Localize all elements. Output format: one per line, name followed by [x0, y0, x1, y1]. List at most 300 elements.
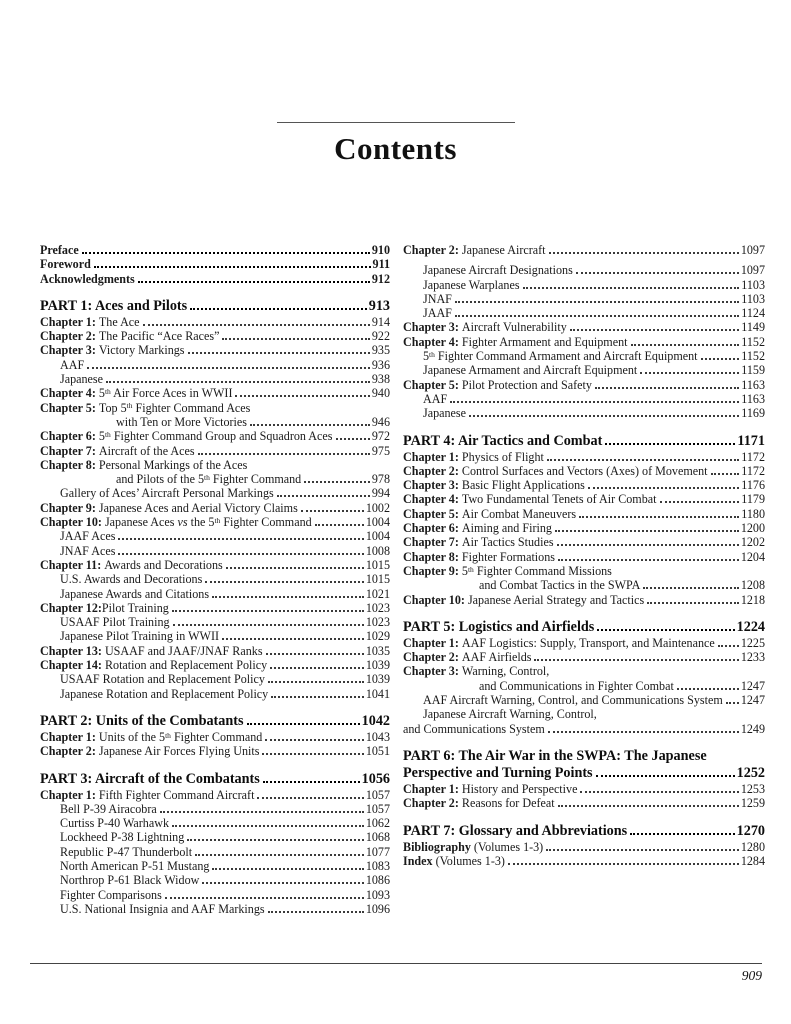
toc-part-heading — [403, 433, 765, 450]
entry-prefix: Chapter 4: — [403, 334, 462, 349]
entry-label — [40, 788, 254, 802]
entry-label — [403, 782, 577, 796]
entry-label — [403, 840, 543, 854]
toc-entry — [403, 478, 765, 492]
entry-title: Japanese Aces and Aerial Victory Claims — [98, 500, 298, 515]
toc-entry — [403, 406, 765, 420]
entry-label — [403, 292, 452, 306]
toc-entry — [40, 343, 390, 357]
entry-prefix: PART 5: Logistics and Airfields — [403, 618, 595, 635]
leader-dots — [198, 453, 370, 455]
toc-part-heading — [40, 298, 390, 315]
page-footer — [30, 963, 762, 984]
leader-dots — [268, 911, 364, 913]
leader-dots — [534, 659, 738, 661]
entry-title: Personal Markings of the Aces — [98, 457, 248, 472]
entry-label — [403, 521, 552, 535]
entry-page-number: 1152 — [741, 334, 765, 349]
toc-entry — [40, 859, 390, 873]
entry-prefix: PART 2: Units of the Combatants — [40, 712, 244, 729]
leader-dots — [558, 805, 739, 807]
toc-entry — [403, 707, 765, 721]
toc-entry — [403, 363, 765, 377]
entry-label — [40, 415, 247, 429]
entry-label — [403, 765, 593, 782]
page-title: Contents — [334, 131, 457, 166]
entry-page-number: 1004 — [365, 529, 390, 544]
toc-entry — [40, 687, 390, 701]
entry-prefix: Perspective and Turning Points — [403, 764, 593, 781]
entry-page-number: 946 — [371, 414, 390, 429]
entry-title: AAF — [60, 357, 85, 372]
entry-page-number: 972 — [371, 429, 390, 444]
entry-label — [40, 372, 103, 386]
entry-page-number: 911 — [372, 257, 390, 272]
entry-label — [40, 544, 115, 558]
entry-prefix: Acknowledgments — [40, 271, 135, 286]
entry-label — [403, 478, 585, 492]
leader-dots — [277, 495, 370, 497]
entry-page-number: 1023 — [365, 600, 390, 615]
entry-prefix: Chapter 4: — [403, 492, 462, 507]
entry-label — [40, 672, 265, 686]
entry-label — [40, 515, 312, 529]
toc-entry — [40, 558, 390, 572]
entry-title: JAAF — [423, 306, 452, 321]
entry-label — [40, 257, 91, 271]
entry-title: with Ten or More Victories — [116, 414, 247, 429]
toc-entry — [403, 278, 765, 292]
entry-prefix: Chapter 1: — [403, 781, 462, 796]
entry-label — [40, 902, 265, 916]
toc-part-heading — [403, 619, 765, 636]
entry-label — [40, 830, 184, 844]
toc-part-heading — [403, 748, 765, 765]
entry-prefix: Chapter 3: — [403, 478, 462, 493]
entry-label — [40, 329, 219, 343]
entry-label — [40, 429, 333, 443]
entry-page-number: 1218 — [740, 592, 765, 607]
entry-label — [40, 629, 219, 643]
leader-dots — [315, 524, 364, 526]
leader-dots — [580, 791, 738, 793]
toc-entry — [40, 329, 390, 343]
entry-label — [40, 713, 244, 730]
entry-title: and Pilots of the 5th Fighter Command — [116, 472, 302, 487]
entry-page-number: 1159 — [741, 363, 765, 378]
entry-page-number: 1270 — [736, 822, 765, 839]
leader-dots — [469, 415, 739, 417]
entry-title: Gallery of Aces’ Aircraft Personal Markings — [60, 486, 274, 501]
entry-title: Pilot Training — [101, 600, 169, 615]
entry-title: North American P-51 Mustang — [60, 858, 210, 873]
leader-dots — [187, 839, 364, 841]
entry-label — [403, 593, 644, 607]
entry-page-number: 914 — [371, 314, 390, 329]
entry-label — [40, 816, 169, 830]
leader-dots — [118, 553, 363, 555]
entry-prefix: Chapter 12: — [40, 600, 102, 615]
entry-label — [40, 888, 162, 902]
entry-title: Japanese Aircraft Warning, Control, — [423, 707, 597, 722]
leader-dots — [257, 797, 363, 799]
entry-page-number: 1225 — [740, 635, 765, 650]
entry-title: Japanese Warplanes — [423, 277, 520, 292]
entry-page-number: 1149 — [741, 320, 765, 335]
entry-prefix: PART 7: Glossary and Abbreviations — [403, 822, 628, 839]
entry-page-number: 1057 — [365, 801, 390, 816]
entry-title: Units of the 5th Fighter Command — [98, 729, 263, 744]
entry-title: Aircraft Vulnerability — [461, 320, 567, 335]
entry-prefix: Chapter 1: — [403, 449, 462, 464]
entry-page-number: 1200 — [740, 521, 765, 536]
entry-page-number: 1015 — [365, 572, 390, 587]
toc-entry — [40, 601, 390, 615]
leader-dots — [555, 530, 739, 532]
toc-entry — [40, 888, 390, 902]
entry-label — [40, 458, 247, 472]
leader-dots — [726, 702, 739, 704]
entry-label — [40, 587, 209, 601]
toc-entry — [40, 401, 390, 415]
entry-label — [40, 615, 170, 629]
leader-dots — [202, 882, 363, 884]
leader-dots — [82, 252, 370, 254]
entry-label — [403, 535, 554, 549]
entry-page-number: 1039 — [365, 672, 390, 687]
toc-entry — [403, 854, 765, 868]
leader-dots — [304, 481, 370, 483]
leader-dots — [172, 610, 364, 612]
toc-entry — [403, 243, 765, 257]
toc-entry — [40, 257, 390, 271]
entry-page-number: 1247 — [740, 678, 765, 693]
entry-page-number: 1097 — [740, 243, 765, 257]
entry-prefix: Chapter 6: — [403, 521, 462, 536]
toc-entry — [40, 587, 390, 601]
leader-dots — [588, 487, 739, 489]
entry-label — [403, 796, 555, 810]
entry-label — [40, 845, 192, 859]
entry-prefix: Chapter 9: — [403, 563, 462, 578]
leader-dots — [455, 315, 739, 317]
toc-column-left — [40, 243, 390, 916]
entry-page-number: 975 — [371, 443, 390, 458]
leader-dots — [94, 266, 371, 268]
entry-title: The Ace — [98, 314, 140, 329]
toc-entry — [403, 722, 765, 736]
entry-label — [403, 707, 597, 721]
entry-prefix: Chapter 6: — [40, 429, 99, 444]
entry-label — [403, 464, 708, 478]
leader-dots — [271, 696, 364, 698]
leader-dots — [138, 281, 370, 283]
toc-entry — [403, 306, 765, 320]
leader-dots — [263, 781, 360, 783]
entry-label — [403, 363, 637, 377]
entry-page-number: 1179 — [741, 492, 765, 507]
entry-prefix: Chapter 3: — [40, 343, 99, 358]
leader-dots — [508, 863, 739, 865]
toc-entry — [40, 529, 390, 543]
leader-dots — [205, 581, 364, 583]
entry-label — [403, 349, 698, 363]
entry-page-number: 1083 — [365, 858, 390, 873]
toc-entry — [403, 796, 765, 810]
entry-label — [40, 298, 187, 315]
toc-entry — [40, 816, 390, 830]
leader-dots — [549, 252, 739, 254]
toc-entry — [403, 535, 765, 549]
entry-prefix: Chapter 5: — [403, 506, 462, 521]
toc-entry — [403, 593, 765, 607]
entry-label — [403, 378, 592, 392]
entry-title: AAF Logistics: Supply, Transport, and Maintenance — [461, 635, 715, 650]
entry-prefix: Chapter 14: — [40, 658, 105, 673]
entry-title: and Combat Tactics in the SWPA — [479, 578, 641, 593]
toc-entry — [40, 802, 390, 816]
entry-label — [403, 450, 544, 464]
toc-entry — [40, 644, 390, 658]
leader-dots — [173, 624, 364, 626]
entry-title: History and Perspective — [461, 781, 578, 796]
entry-title: USAAF Pilot Training — [60, 615, 170, 630]
leader-dots — [450, 401, 739, 403]
entry-page-number: 1008 — [365, 543, 390, 558]
entry-page-number: 1163 — [741, 391, 765, 406]
toc-columns — [40, 243, 765, 916]
toc-entry — [403, 335, 765, 349]
entry-title: Fighter Formations — [461, 549, 555, 564]
entry-page-number: 1004 — [365, 515, 390, 530]
entry-title: Japanese Rotation and Replacement Policy — [60, 686, 269, 701]
toc-entry — [403, 578, 765, 592]
entry-label — [403, 564, 612, 578]
entry-page-number: 1253 — [740, 781, 765, 796]
toc-entry — [403, 292, 765, 306]
toc-entry — [403, 349, 765, 363]
entry-page-number: 1169 — [741, 406, 765, 421]
entry-page-number: 912 — [371, 271, 390, 286]
leader-dots — [570, 329, 740, 331]
entry-label — [403, 507, 576, 521]
toc-part-heading — [403, 765, 765, 782]
entry-prefix: Chapter 2: — [403, 650, 462, 665]
toc-entry — [403, 378, 765, 392]
entry-page-number: 1057 — [365, 787, 390, 802]
entry-prefix: PART 1: Aces and Pilots — [40, 297, 188, 314]
leader-dots — [660, 501, 740, 503]
toc-entry — [403, 320, 765, 334]
entry-title: AAF Aircraft Warning, Control, and Communications System — [423, 693, 723, 708]
toc-entry — [40, 658, 390, 672]
entry-title: Air Combat Maneuvers — [461, 506, 577, 521]
entry-title: JNAF — [423, 291, 452, 306]
leader-dots — [595, 387, 739, 389]
entry-prefix: Chapter 10: — [403, 592, 468, 607]
toc-entry — [40, 788, 390, 802]
toc-entry — [40, 515, 390, 529]
entry-label — [403, 433, 602, 450]
entry-page-number: 1062 — [365, 816, 390, 831]
leader-dots — [87, 367, 370, 369]
entry-label — [40, 730, 262, 744]
entry-prefix: Chapter 3: — [403, 320, 462, 335]
entry-prefix: Index — [403, 853, 436, 868]
entry-title: USAAF and JAAF/JNAF Ranks — [104, 643, 263, 658]
entry-page-number: 1097 — [740, 263, 765, 278]
leader-dots — [247, 723, 360, 725]
entry-title: (Volumes 1-3) — [473, 839, 544, 854]
entry-page-number: 910 — [371, 243, 390, 257]
toc-entry — [403, 392, 765, 406]
leader-dots — [557, 544, 739, 546]
toc-entry — [403, 636, 765, 650]
footer-page-number: 909 — [741, 968, 762, 983]
entry-prefix: PART 4: Air Tactics and Combat — [403, 432, 603, 449]
toc-entry — [40, 501, 390, 515]
entry-page-number: 1171 — [737, 432, 765, 449]
entry-prefix: Chapter 1: — [40, 314, 99, 329]
entry-label — [403, 392, 447, 406]
toc-gap — [403, 607, 765, 619]
entry-title: 5th Fighter Command Group and Squadron Aces — [98, 429, 333, 444]
entry-page-number: 1077 — [365, 844, 390, 859]
entry-label — [403, 550, 555, 564]
leader-dots — [235, 395, 369, 397]
entry-title: 5th Air Force Aces in WWII — [98, 386, 233, 401]
entry-label — [403, 693, 723, 707]
leader-dots — [266, 653, 364, 655]
entry-prefix: Preface — [40, 243, 79, 257]
leader-dots — [165, 897, 364, 899]
entry-label — [40, 315, 140, 329]
entry-title: Pilot Protection and Safety — [461, 377, 592, 392]
toc-entry — [403, 782, 765, 796]
leader-dots — [336, 438, 370, 440]
toc-entry — [40, 444, 390, 458]
leader-dots — [250, 424, 370, 426]
toc-entry — [40, 415, 390, 429]
leader-dots — [718, 645, 739, 647]
entry-page-number: 935 — [371, 343, 390, 358]
entry-page-number: 1176 — [741, 478, 765, 493]
entry-page-number: 1096 — [365, 901, 390, 916]
leader-dots — [579, 516, 739, 518]
leader-dots — [711, 473, 740, 475]
toc-entry — [403, 450, 765, 464]
toc-entry — [40, 272, 390, 286]
entry-page-number: 938 — [371, 372, 390, 387]
entry-label — [403, 406, 466, 420]
entry-page-number: 1152 — [741, 349, 765, 364]
entry-page-number: 1021 — [365, 586, 390, 601]
entry-page-number: 1172 — [741, 463, 765, 478]
entry-page-number: 1252 — [736, 764, 765, 781]
entry-title: and Communications in Fighter Combat — [479, 678, 674, 693]
entry-label — [40, 472, 301, 486]
entry-label — [40, 687, 268, 701]
toc-entry — [40, 572, 390, 586]
leader-dots — [268, 681, 364, 683]
toc-entry — [40, 845, 390, 859]
entry-title: Japanese Aerial Strategy and Tactics — [467, 592, 645, 607]
toc-column-right — [403, 243, 765, 916]
toc-entry — [40, 544, 390, 558]
entry-page-number: 1202 — [740, 535, 765, 550]
entry-prefix: Chapter 5: — [403, 377, 462, 392]
entry-page-number: 940 — [371, 386, 390, 401]
entry-title: Bell P-39 Airacobra — [60, 801, 157, 816]
entry-label — [40, 444, 195, 458]
entry-prefix: Chapter 2: — [40, 744, 99, 759]
entry-prefix: Bibliography — [403, 839, 474, 854]
entry-label — [40, 859, 209, 873]
entry-page-number: 936 — [371, 357, 390, 372]
leader-dots — [262, 753, 363, 755]
entry-title: Fifth Fighter Command Aircraft — [98, 787, 255, 802]
entry-title: Basic Flight Applications — [461, 478, 585, 493]
toc-entry — [40, 243, 390, 257]
leader-dots — [226, 567, 364, 569]
leader-dots — [118, 538, 363, 540]
entry-label — [403, 748, 707, 765]
entry-label — [40, 486, 274, 500]
entry-label — [403, 722, 545, 736]
leader-dots — [630, 833, 734, 835]
leader-dots — [106, 381, 370, 383]
entry-page-number: 1051 — [365, 744, 390, 759]
toc-entry — [40, 429, 390, 443]
entry-page-number: 1172 — [741, 449, 765, 464]
toc-part-heading — [40, 771, 390, 788]
toc-entry — [403, 840, 765, 854]
entry-page-number: 1103 — [741, 291, 765, 306]
entry-label — [40, 802, 157, 816]
entry-page-number: 1103 — [741, 277, 765, 292]
entry-page-number: 1002 — [365, 500, 390, 515]
entry-label — [403, 664, 549, 678]
entry-title: Japanese Aircraft — [461, 243, 546, 257]
entry-label — [40, 873, 199, 887]
entry-page-number: 1093 — [365, 887, 390, 902]
leader-dots — [701, 358, 740, 360]
entry-label — [40, 501, 298, 515]
entry-title: 5th Fighter Command Missions — [461, 563, 612, 578]
leader-dots — [265, 739, 364, 741]
leader-dots — [605, 443, 735, 445]
entry-title: USAAF Rotation and Replacement Policy — [60, 672, 265, 687]
entry-title: Japanese — [60, 372, 103, 387]
leader-dots — [647, 602, 739, 604]
toc-entry — [40, 744, 390, 758]
toc-entry — [403, 664, 765, 678]
entry-page-number: 1284 — [740, 853, 765, 868]
leader-dots — [596, 775, 735, 777]
entry-label — [40, 658, 267, 672]
entry-page-number: 978 — [371, 472, 390, 487]
entry-title: U.S. Awards and Decorations — [60, 572, 203, 587]
toc-entry — [403, 492, 765, 506]
entry-label — [403, 619, 594, 636]
entry-label — [403, 335, 628, 349]
entry-page-number: 1259 — [740, 796, 765, 811]
entry-label — [40, 744, 259, 758]
entry-title: AAF Airfields — [461, 650, 532, 665]
entry-title: Reasons for Defeat — [461, 796, 555, 811]
toc-entry — [40, 315, 390, 329]
entry-prefix: Chapter 2: — [40, 329, 99, 344]
